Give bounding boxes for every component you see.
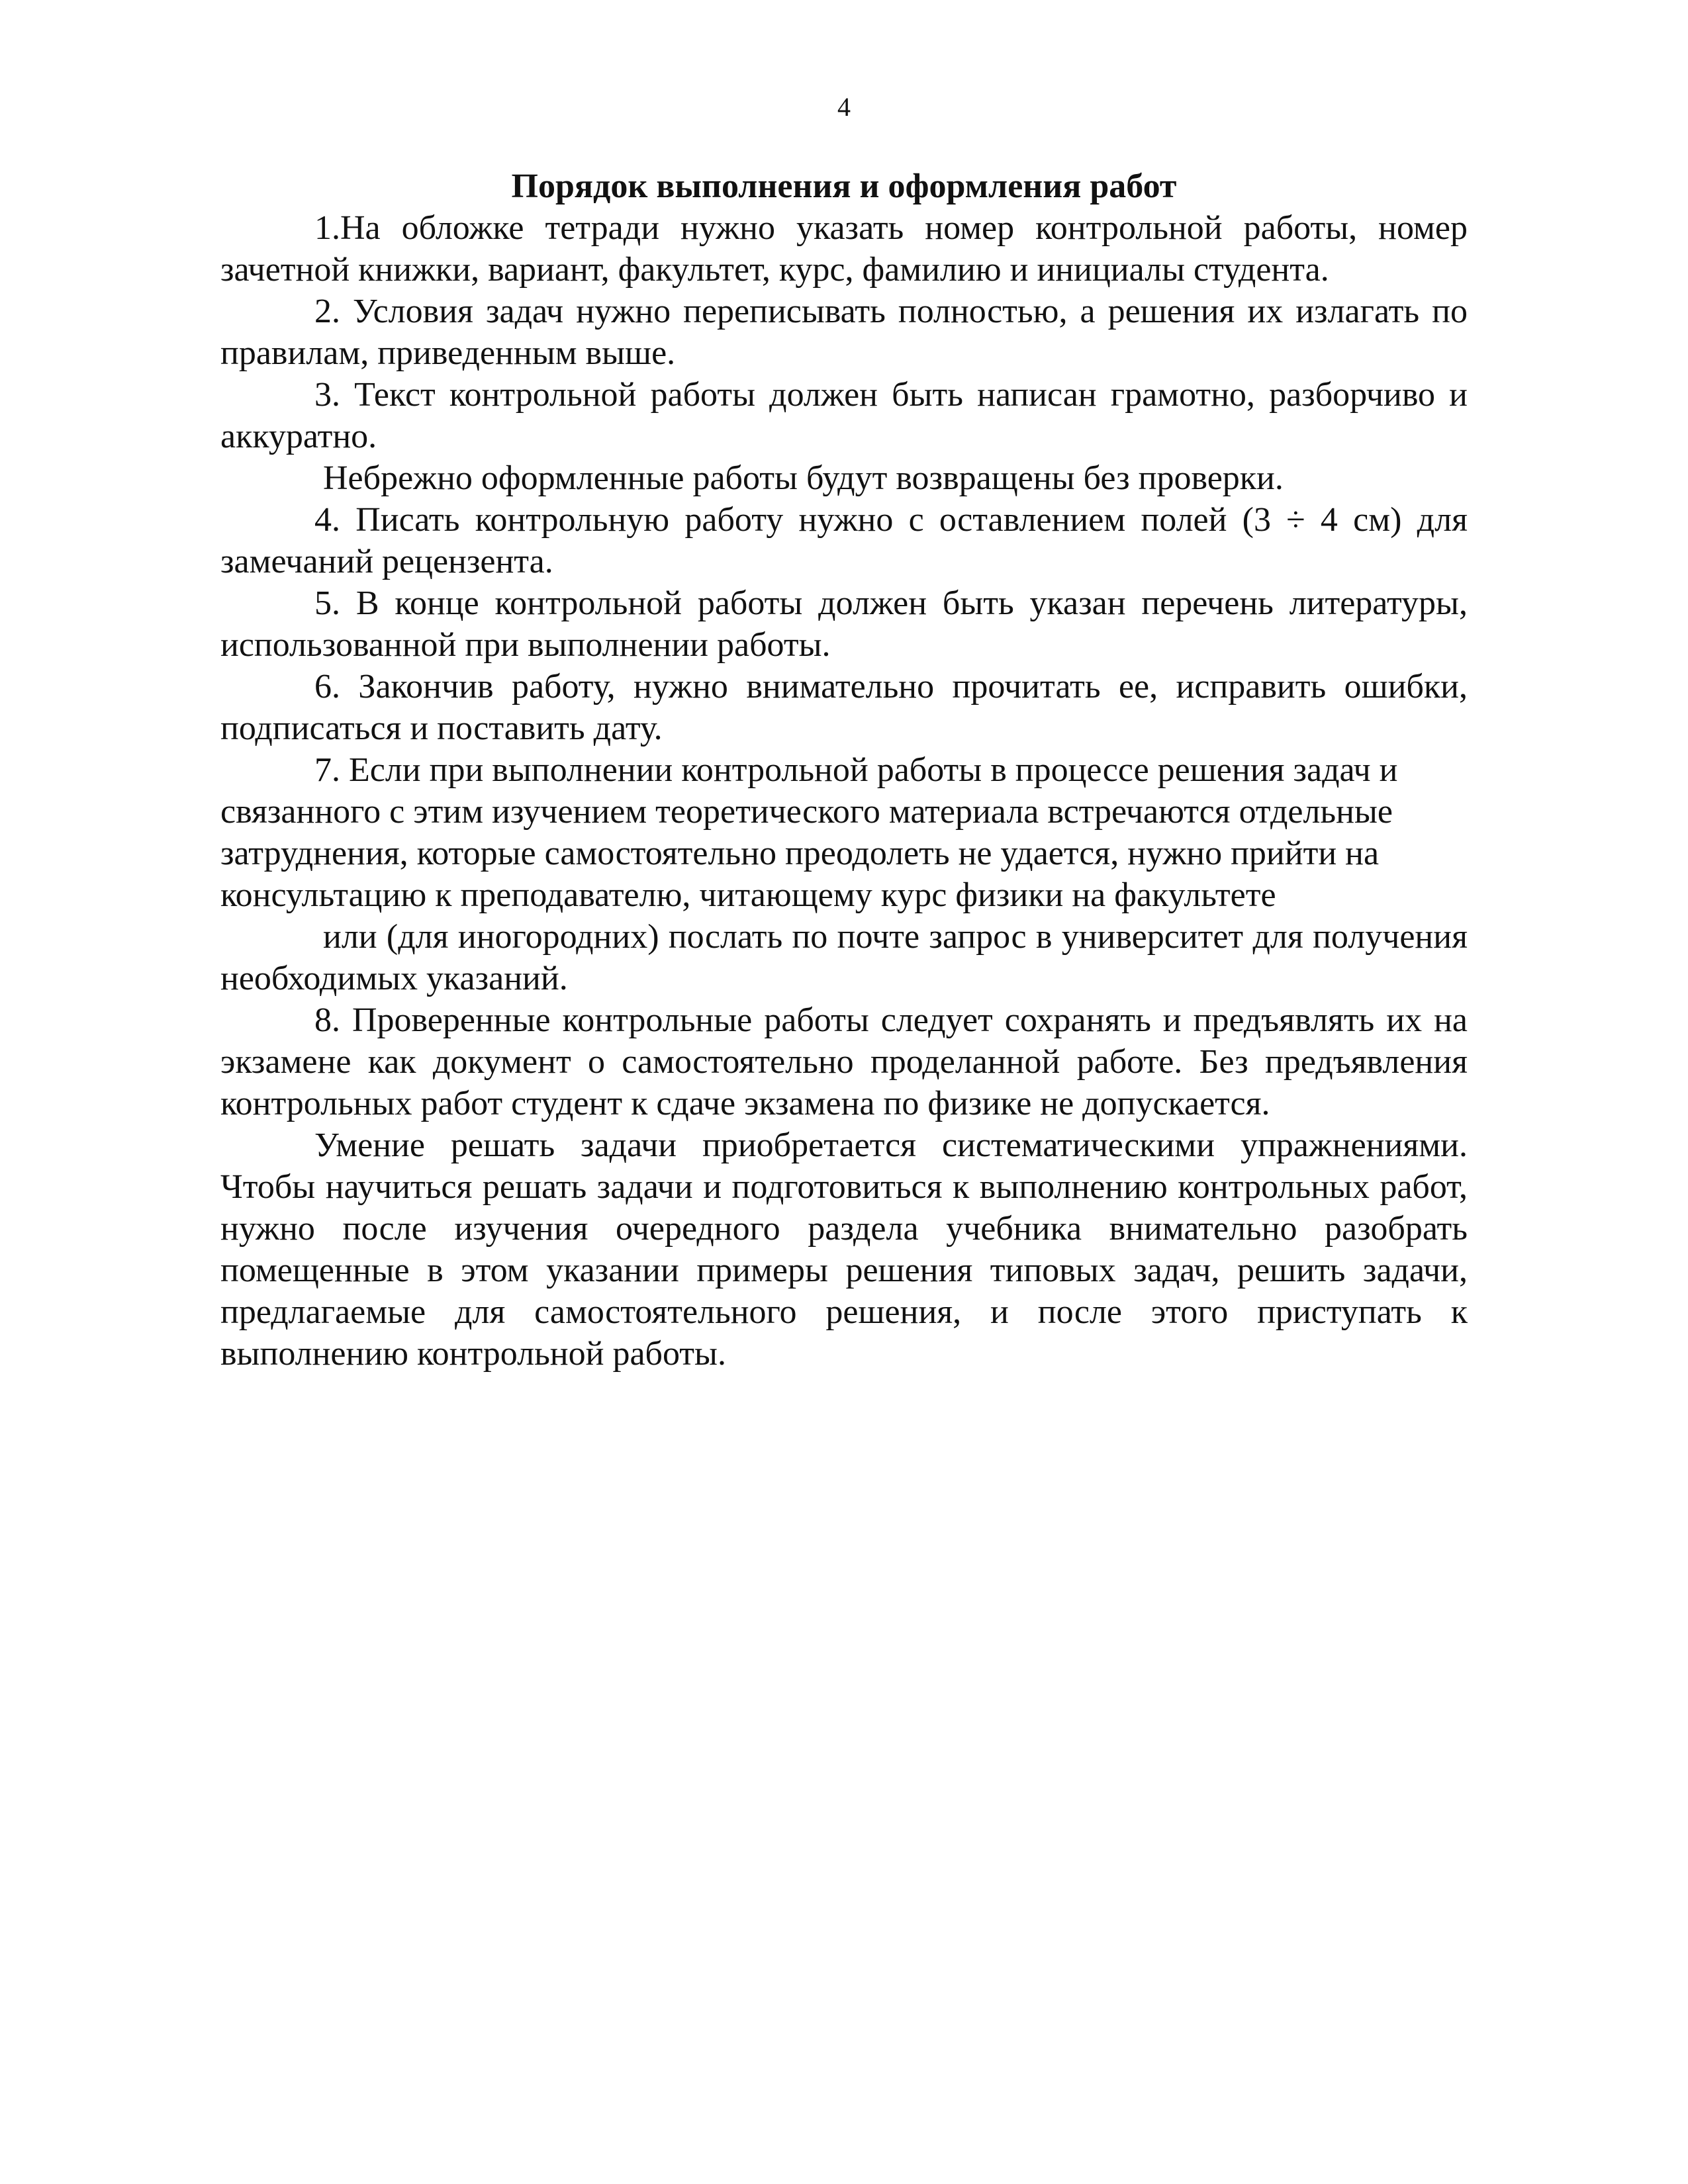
page-title: Порядок выполнения и оформления работ (511, 167, 1177, 205)
paragraph-8: 8. Проверенные контрольные работы следует сохранять и предъявлять их на экзамене как документ о самостоятельно проделанной работе. Без предъявления контрольных работ студент к сдаче экзамена по физике не допускается. (220, 1001, 1468, 1122)
paragraph-7: 7. Если при выполнении контрольной работы в процессе решения задач и связанного с этим изучением теоретического материала встречаются отдельные затруднения, которые самостоятельно преодолеть не удается, нужно прийти на консультацию к преподавателю, читающему курс физики на факультете (220, 751, 1398, 914)
paragraph-4: 4. Писать контрольную работу нужно с оставлением полей (3 ÷ 4 см) для замечаний рецензента. (220, 501, 1468, 580)
paragraph-note: Небрежно оформленные работы будут возвращены без проверки. (323, 459, 1284, 497)
page-number: 4 (837, 92, 851, 122)
paragraph-3: 3. Текст контрольной работы должен быть написан грамотно, разборчиво и аккуратно. (220, 376, 1468, 455)
document-body (220, 165, 1468, 1375)
paragraph-6: 6. Закончив работу, нужно внимательно прочитать ее, исправить ошибки, подписаться и поставить дату. (220, 668, 1468, 747)
paragraph-5: 5. В конце контрольной работы должен быть указан перечень литературы, использованной при выполнении работы. (220, 584, 1468, 664)
paragraph-2: 2. Условия задач нужно переписывать полностью, а решения их излагать по правилам, приведенным выше. (220, 293, 1468, 372)
paragraph-9: Умение решать задачи приобретается систематическими упражнениями. Чтобы научиться решать задачи и подготовиться к выполнению контрольных работ, нужно после изучения очередного раздела учебника внимательно разобрать помещенные в этом указании примеры решения типовых задач, решить задачи, предлагаемые для самостоятельного решения, и после этого приступать к выполнению контрольной работы. (220, 1126, 1468, 1373)
paragraph-1: 1.На обложке тетради нужно указать номер контрольной работы, номер зачетной книжки, вариант, факультет, курс, фамилию и инициалы студента. (220, 209, 1468, 289)
paragraph-7-continued: или (для иногородних) послать по почте запрос в университет для получения необходимых указаний. (220, 918, 1468, 997)
